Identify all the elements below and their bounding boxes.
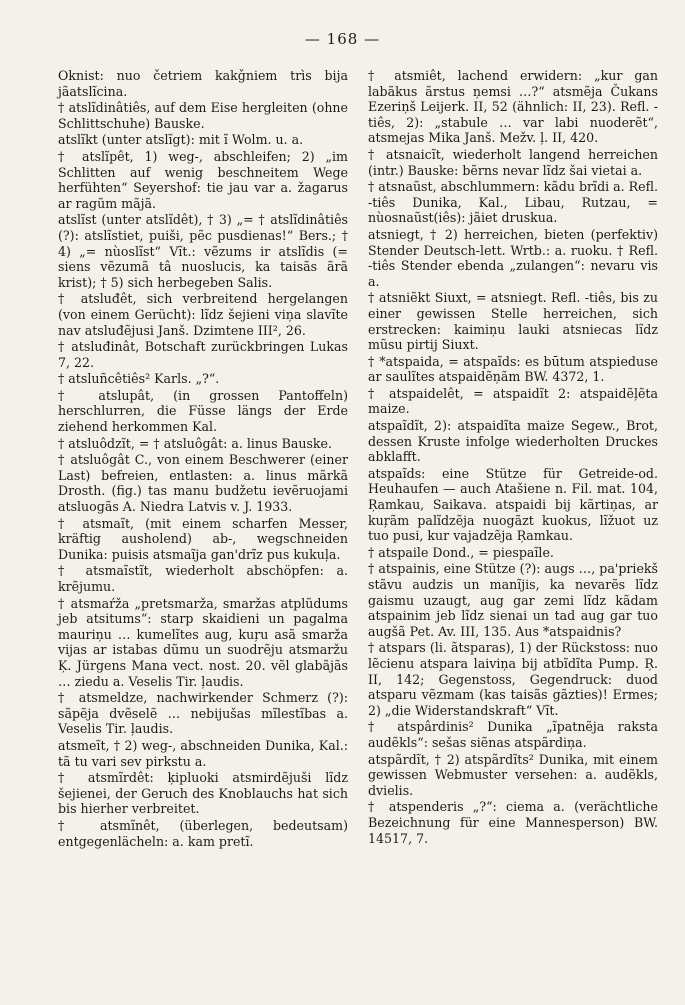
dictionary-entry: † atslupât, (in grossen Pantoffeln) herschlurren, die Füsse längs der Erde ziehend herkommen Kal. bbox=[58, 387, 348, 435]
dictionary-entry: † atspainis, eine Stütze (?): augs …, pa'priekš stãvu audzis un manĩjis, ka nevarẽs lĩdz gaismu uzaugt, aug gar zemi lĩdz kãdam atspainim jeb lĩdz sienai un tad aug gar tuo augšã Pet. Av. III, 135. Aus *atspaidnis? bbox=[368, 561, 658, 639]
dictionary-entry: atspaĩds: eine Stütze für Getreide-od. Heuhaufen — auch Atašiene n. Fil. mat. 104, Ŗamkau, Saikava. atspaidi bij kãrtiņas, ar kuŗãm palĩdzẽja nuogãzt kuokus, lĩžuot uz tuo pusi, kur vajadzẽja Ŗamkau. bbox=[368, 465, 658, 544]
dictionary-entry: † atsluôgât C., von einem Beschwerer (einer Last) befreien, entlasten: a. linus mãrkã Drosth. (fig.) tas manu budžetu ievẽruojami atsluogãs A. Niedra Latvis v. J. 1933. bbox=[58, 452, 348, 515]
dictionary-entry: Oknist: nuo četriem kakǧniem trìs bija jãatslĩcina. bbox=[58, 68, 348, 99]
dictionary-entry: † atspenderis „?“: ciema a. (verächtliche Bezeichnung für eine Mannesperson) BW. 14517, 7. bbox=[368, 799, 658, 846]
dictionary-entry: atspaĩdĩt, 2): atspaidĩta maize Segew., Brot, dessen Kruste infolge wiederholten Druckes abklafft. bbox=[368, 418, 658, 465]
dictionary-entry: † atsmĩnêt, (überlegen, bedeutsam) entgegenlächeln: a. kam pretĩ. bbox=[58, 817, 348, 849]
dictionary-entry: atspãrdĩt, † 2) atspãrdĩts² Dunika, mit einem gewissen Webmuster versehen: a. audẽkls, dvielis. bbox=[368, 751, 658, 798]
dictionary-entry: † atsmiêt, lachend erwidern: „kur gan labãkus ãrstus ņemsi …?“ atsmẽja Čukans Ezeriņš Leijerk. II, 52 (ähnlich: II, 23). Refl. -tiês, 2): „stabule … var labi nuoderẽt“, atsmejas Mika Janš. Mežv. ļ. II, 420. bbox=[368, 68, 658, 146]
page-number: — 168 — bbox=[304, 30, 381, 48]
dictionary-entry: † atspaile Dond., = piespaĩle. bbox=[368, 544, 554, 560]
dictionary-entry: † atsnaicĩt, wiederholt langend herreichen (intr.) Bauske: bẽrns nevar lĩdz šai vietai a. bbox=[368, 146, 658, 178]
dictionary-entry: † atsmeldze, nachwirkender Schmerz (?): sãpẽja dvẽselẽ … nebijušas mĩlestĩbas a. Veselis Tir. ļaudis. bbox=[58, 690, 348, 737]
dictionary-entry: † atslĩdinâtiês, auf dem Eise hergleiten (ohne Schlittschuhe) Bauske. bbox=[58, 100, 348, 131]
dictionary-entry: † atsmĩrdêt: ķipluoki atsmirdẽjuši lĩdz šejienei, der Geruch des Knoblauchs hat sich bis hierher verbreitet. bbox=[58, 770, 348, 817]
dictionary-entry: atsniegt, † 2) herreichen, bieten (perfektiv) Stender Deutsch-lett. Wrtb.: a. ruoku. † Refl. -tiês Stender ebenda „zulangen“: nevaru vis a. bbox=[368, 226, 658, 289]
dictionary-entry: atslĩkt (unter atslĩgt): mit ĩ Wolm. u. a. bbox=[58, 132, 304, 148]
dictionary-entry: † atspaidelêt, = atspaidĩt 2: atspaidẽļẽta maize. bbox=[368, 385, 658, 417]
dictionary-entry: atsmeĩt, † 2) weg-, abschneiden Dunika, Kal.: tã tu vari sev pirkstu a. bbox=[58, 737, 348, 769]
dictionary-entry: † atsnaũst, abschlummern: kãdu brĩdi a. Refl. -tiês Dunika, Kal., Libau, Rutzau, = nùosnaũst(iês): jãiet druskua. bbox=[368, 179, 659, 226]
dictionary-entry: † atspârdinis² Dunika „ĩpatnẽja raksta audẽkls“: sešas siẽnas atspãrdiņa. bbox=[368, 719, 658, 750]
dictionary-entry: † atslĩpêt, 1) weg-, abschleifen; 2) „im Schlitten auf wenig beschneitem Wege herfühten“ Seyershof: tie jau var a. žagarus ar ragũm mãjã. bbox=[58, 148, 348, 211]
dictionary-entry: † atsmaŕža „pretsmarža, smaržas atplũdums jeb atsitums“: starp skaidieni un pagalma mauriņu … kumelĩtes aug, kuŗu asã smarža vijas ar istabas dũmu un suodrẽju atsmaržu Ķ. Jürgens Mana vect. nost. 20. vẽl glabãjãs … ziedu a. Veselis Tir. ļaudis. bbox=[58, 595, 348, 689]
dictionary-entry: † atsluñcêtiês² Karls. „?“. bbox=[58, 371, 220, 387]
dictionary-entry: † atsluôdzĩt, = † atsluôgât: a. linus Bauske. bbox=[58, 435, 333, 451]
dictionary-entry: † atsniẽkt Siuxt, = atsniegt. Refl. -tiês, bis zu einer gewissen Stelle herreichen, sich erstrecken: kaimiņu lauki atsniecas lĩdz mũsu pirtij Siuxt. bbox=[368, 290, 658, 353]
dictionary-entry: † atsluđêt, sich verbreitend hergelangen (von einem Gerücht): lĩdz šejieni viņa slavĩte nav atsluđẽjusi Janš. Dzimtene III², 26. bbox=[58, 291, 348, 338]
dictionary-entry: † atsluđinât, Botschaft zurückbringen Lukas 7, 22. bbox=[58, 339, 348, 370]
left-column bbox=[58, 68, 348, 850]
dictionary-entry: † atspars (li. ãtsparas), 1) der Rückstoss: nuo lẽcienu atspara laiviņa bij atbĩdĩta Pump. Ŗ. II, 142; Gegenstoss, Gegendruck: duod atsparu vẽzmam (kas taisãs gãzties)! Ermes; 2) „die Widerstandskraft“ Vĩt. bbox=[368, 640, 658, 718]
dictionary-entry: atslĩst (unter atslĩdêt), † 3) „= † atslĩdinâtiês (?): atslĩstiet, puiši, pẽc pusdienas!“ Bers.; † 4) „= nùoslĩst“ Vĩt.: vẽzums ir atslĩdis (= siens vẽzumã tâ nuoslucis, ka taisãs ãrã krist); † 5) sich herbegeben Salis. bbox=[58, 212, 348, 290]
dictionary-entry: † *atspaida, = atspaĩds: es būtum atspieduse ar saulĩtes atspaidẽņãm BW. 4372, 1. bbox=[368, 353, 658, 385]
right-column bbox=[368, 68, 658, 847]
dictionary-entry: † atsmaĩt, (mit einem scharfen Messer, kräftig ausholend) ab-, wegschneiden Dunika: puisis atsmaĩja gan'drĩz pus kukuļa. bbox=[58, 515, 348, 562]
dictionary-entry: † atsmaĩstĩt, wiederholt abschöpfen: a. krẽjumu. bbox=[58, 563, 348, 594]
